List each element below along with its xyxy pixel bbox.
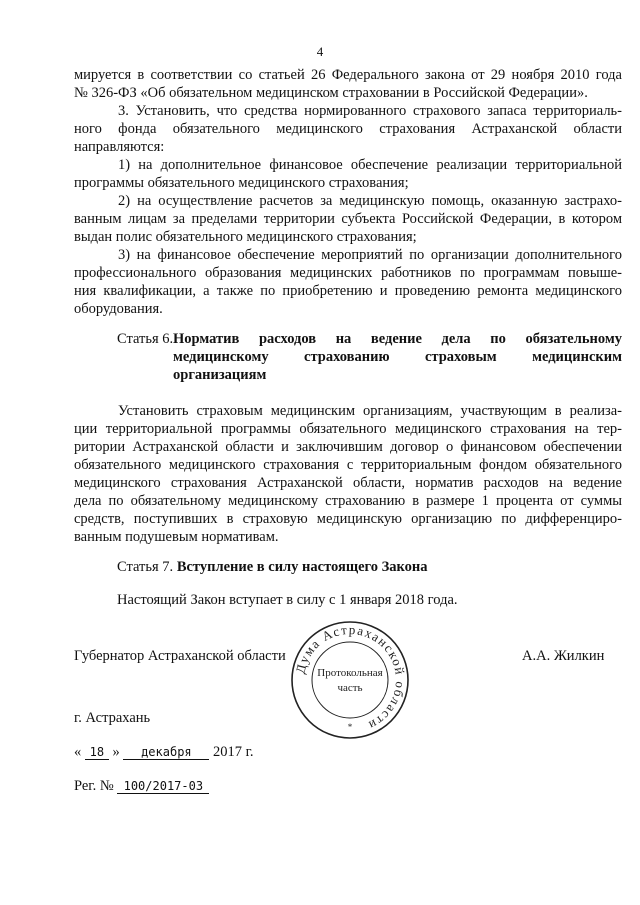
subitem-2-paragraph — [74, 192, 622, 246]
text-line: 3. Установить, что средства нормированного страхового запаса территориаль- — [118, 103, 622, 119]
date-year: 2017 г. — [213, 744, 254, 760]
stamp-center-line-1: Протокольная — [317, 667, 383, 679]
article-6-title-line: организациям — [173, 367, 267, 383]
governor-position: Губернатор Астраханской области — [74, 648, 286, 664]
text-line: ванным лицам за пределами территории субъекта Российской Федерации, в котором — [74, 211, 622, 227]
date-day: 18 — [85, 745, 109, 760]
page-number: 4 — [316, 44, 324, 59]
stamp-seal-icon — [288, 618, 412, 742]
reg-label: Рег. № — [74, 778, 114, 794]
intro-paragraph — [74, 66, 622, 102]
subitem-1-paragraph — [74, 156, 622, 192]
city: г. Астрахань — [74, 710, 151, 726]
article-6-body — [74, 402, 622, 546]
text-line: 1) на дополнительное финансовое обеспечение реализации территориальной — [118, 157, 622, 173]
date-open-quote: « — [74, 744, 82, 760]
governor-name: А.А. Жилкин — [522, 648, 605, 664]
text-line: ритории Астраханской области и заключившим договор о финансовом обеспечении — [74, 439, 622, 455]
registration-number — [74, 778, 209, 795]
reg-number: 100/2017-03 — [117, 779, 209, 794]
article-6-label: Статья 6. — [117, 331, 174, 347]
item-3-paragraph — [74, 102, 622, 156]
date-month: декабря — [123, 745, 209, 760]
text-line: средств, поступивших в страховую медицинскую организацию по дифференциро- — [74, 511, 622, 527]
text-line: медицинского страхования Астраханской области, норматив расходов на ведение — [74, 475, 622, 491]
subitem-3-paragraph — [74, 246, 622, 318]
text-line: ванным подушевым нормативам. — [74, 529, 279, 545]
text-line: ции территориальной программы обязательного медицинского страхования на тер- — [74, 421, 622, 437]
article-6-title-line: Норматив расходов на ведение дела по обязательному — [173, 331, 622, 347]
article-6-heading — [117, 330, 622, 384]
signing-date — [74, 744, 254, 761]
text-line: выдан полис обязательного медицинского страхования; — [74, 229, 417, 245]
text-line: 2) на осуществление расчетов за медицинскую помощь, оказанную застрахо- — [118, 193, 622, 209]
text-line: 3) на финансовое обеспечение мероприятий по организации дополнительного — [118, 247, 622, 263]
article-7-body: Настоящий Закон вступает в силу с 1 января 2018 года. — [117, 592, 458, 608]
article-7-heading — [117, 558, 428, 576]
text-line: ния квалификации, а также по приобретению и проведению ремонта медицинского — [74, 283, 622, 299]
text-line: обязательного медицинского страхования с территориальным фондом обязательного — [74, 457, 622, 473]
text-line: профессионального образования медицинских работников по программам повыше- — [74, 265, 622, 281]
stamp-star-icon: * — [347, 722, 353, 732]
stamp-ring-text: Дума Астраханской области — [292, 621, 409, 734]
text-line: № 326-ФЗ «Об обязательном медицинском страховании в Российской Федерации». — [74, 85, 588, 101]
stamp-center-line-2: часть — [337, 682, 363, 694]
text-line: программы обязательного медицинского страхования; — [74, 175, 409, 191]
text-line: мируется в соответствии со статьей 26 Федерального закона от 29 ноября 2010 года — [74, 67, 622, 83]
text-line: направляются: — [74, 139, 165, 155]
article-7-title: Вступление в силу настоящего Закона — [176, 559, 428, 575]
duma-stamp — [288, 618, 412, 742]
text-line: ного фонда обязательного медицинского страхования Астраханской области — [74, 121, 622, 137]
date-close-quote: » — [112, 744, 120, 760]
text-line: оборудования. — [74, 301, 163, 317]
article-6-title-line: медицинскому страхованию страховым медицинским — [173, 349, 622, 365]
text-line: Установить страховым медицинским организациям, участвующим в реализа- — [118, 403, 622, 419]
article-7-label: Статья 7. — [117, 559, 174, 575]
text-line: дела по обязательному медицинскому страхованию в размере 1 процента от суммы — [74, 493, 622, 509]
